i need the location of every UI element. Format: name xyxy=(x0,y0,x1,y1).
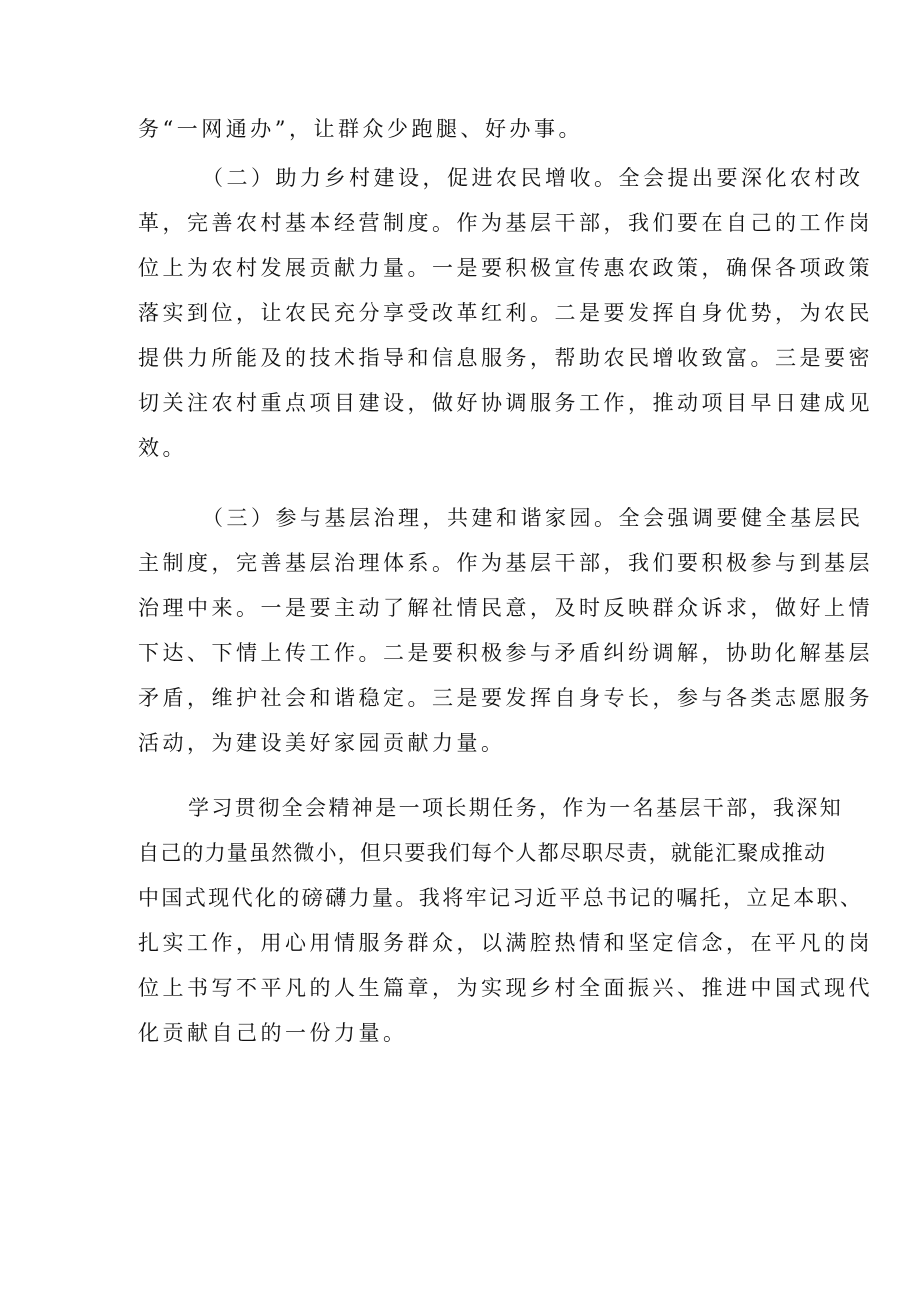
paragraph-line: 主制度，完善基层治理体系。作为基层干部，我们要积极参与到基层 xyxy=(138,551,873,575)
paragraph-line: 下达、下情上传工作。二是要积极参与矛盾纠纷调解，协助化解基层 xyxy=(138,641,873,665)
paragraph-grassroots-governance xyxy=(138,500,873,762)
paragraph-line: 效。 xyxy=(138,436,187,460)
paragraph-line: （二）助力乡村建设，促进农民增收。全会提出要深化农村改 xyxy=(202,166,864,190)
paragraph-line: 中国式现代化的磅礴力量。我将牢记习近平总书记的嘱托，立足本职、 xyxy=(138,886,864,910)
paragraph-line: 革，完善农村基本经营制度。作为基层干部，我们要在自己的工作岗 xyxy=(138,211,873,235)
paragraph-line: 扎实工作，用心用情服务群众，以满腔热情和坚定信念，在平凡的岗 xyxy=(138,931,873,955)
paragraph-line: （三）参与基层治理，共建和谐家园。全会强调要健全基层民 xyxy=(202,506,864,530)
paragraph-rural-construction xyxy=(138,160,873,467)
paragraph-line: 学习贯彻全会精神是一项长期任务，作为一名基层干部，我深知 xyxy=(188,796,844,820)
paragraph-line: 落实到位，让农民充分享受改革红利。二是要发挥自身优势，为农民 xyxy=(138,301,873,325)
paragraph-conclusion xyxy=(138,790,873,1052)
paragraph-line: 位上为农村发展贡献力量。一是要积极宣传惠农政策，确保各项政策 xyxy=(138,256,873,280)
paragraph-line: 切关注农村重点项目建设，做好协调服务工作，推动项目早日建成见 xyxy=(138,391,873,415)
paragraph-line: 提供力所能及的技术指导和信息服务，帮助农民增收致富。三是要密 xyxy=(138,346,873,370)
paragraph-line: 矛盾，维护社会和谐稳定。三是要发挥自身专长，参与各类志愿服务 xyxy=(138,686,873,710)
paragraph-line: 活动，为建设美好家园贡献力量。 xyxy=(138,731,506,755)
paragraph-line: 化贡献自己的一份力量。 xyxy=(138,1021,408,1045)
paragraph-line: 自己的力量虽然微小，但只要我们每个人都尽职尽责，就能汇聚成推动 xyxy=(138,841,827,865)
paragraph-continuation xyxy=(138,111,790,148)
paragraph-line: 治理中来。一是要主动了解社情民意，及时反映群众诉求，做好上情 xyxy=(138,596,873,620)
paragraph-line: 位上书写不平凡的人生篇章，为实现乡村全面振兴、推进中国式现代 xyxy=(138,976,873,1000)
paragraph-line: 务“一网通办”，让群众少跑腿、好办事。 xyxy=(138,117,583,141)
